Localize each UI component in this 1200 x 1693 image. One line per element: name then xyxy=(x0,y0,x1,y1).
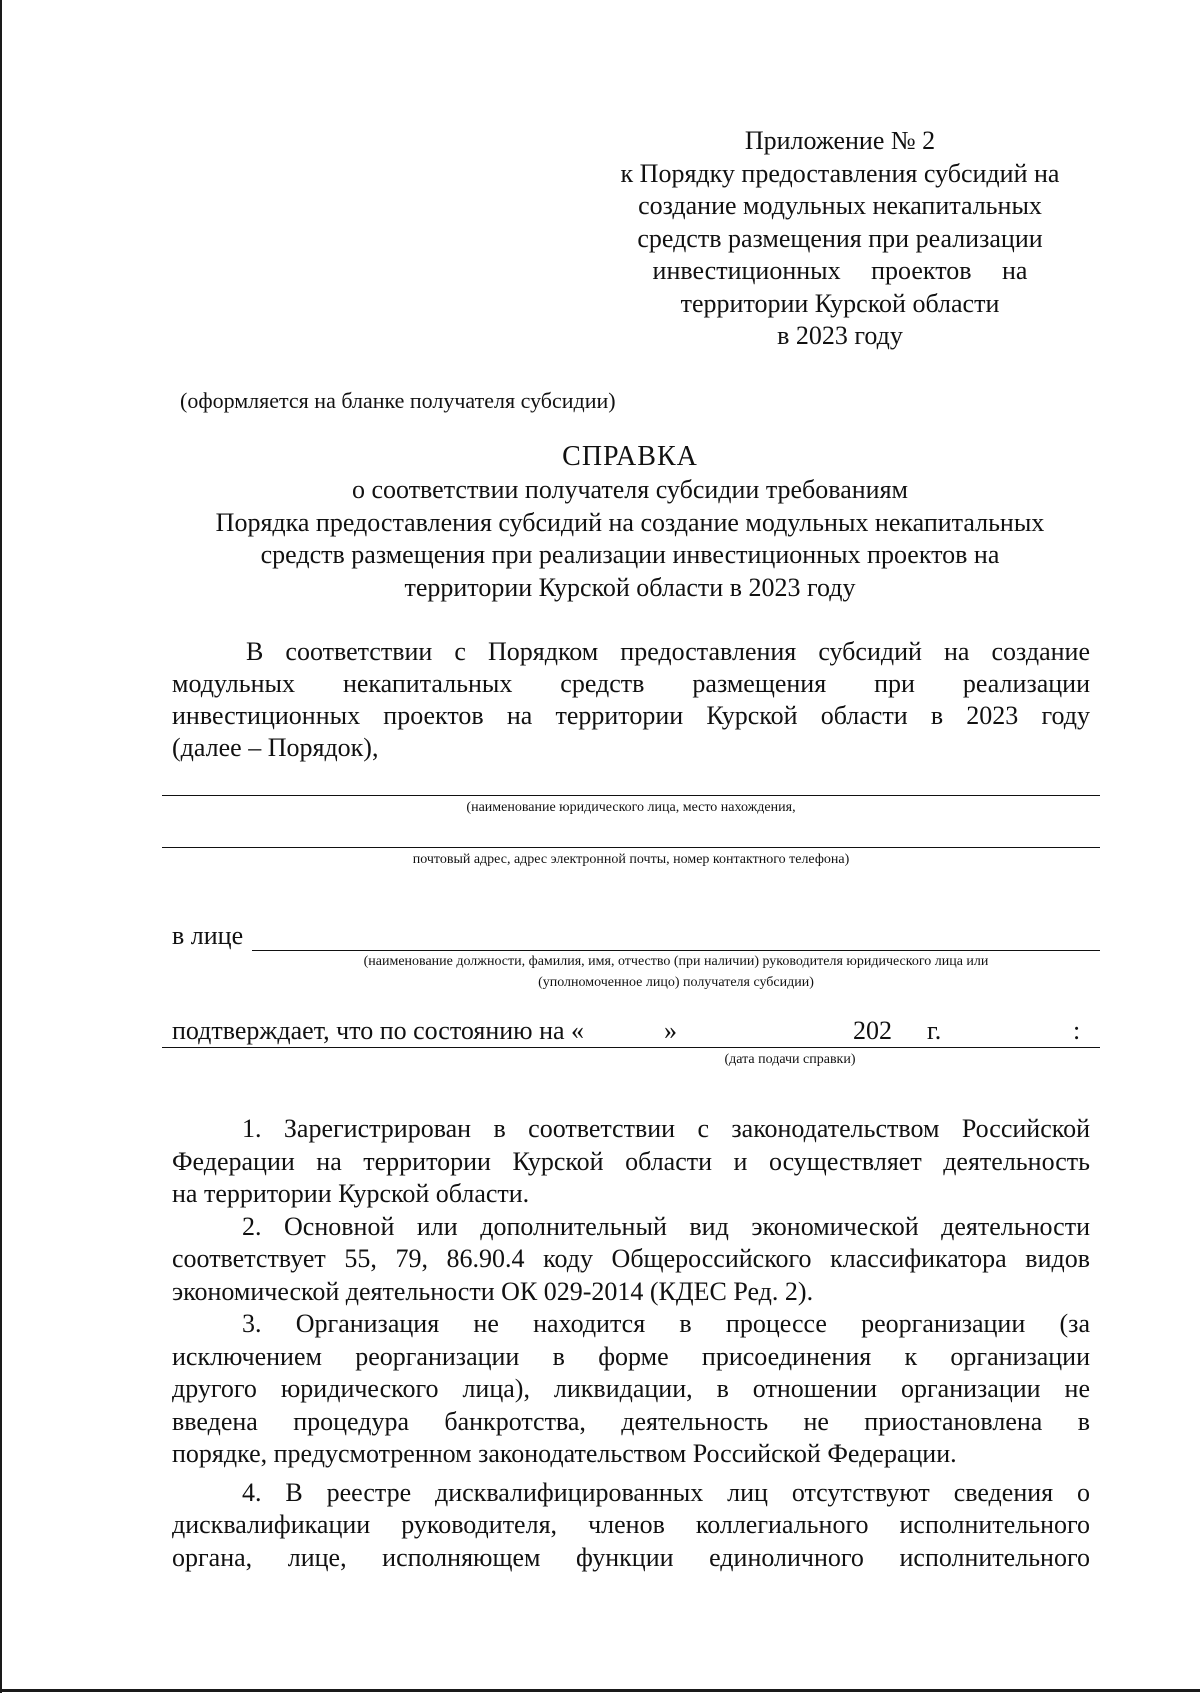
intro-line: В соответствии с Порядком предоставления субсидий на создание xyxy=(246,637,1090,666)
requirements-list xyxy=(172,1113,1090,1574)
page-frame-bottom xyxy=(0,1689,1200,1692)
in-person-label: в лице xyxy=(172,921,244,950)
org-caption-2: почтовый адрес, адрес электронной почты, номер контактного телефона) xyxy=(412,852,850,867)
intro-line: модульных некапитальных средств размещения при реализации xyxy=(172,669,1090,698)
title-line: средств размещения при реализации инвестиционных проектов на xyxy=(260,540,1000,569)
intro-line: инвестиционных проектов на территории Курской области в 2023 году xyxy=(172,701,1090,730)
item-line: введена процедура банкротства, деятельность не приостановлена в xyxy=(172,1406,1090,1436)
document-title xyxy=(160,440,1100,604)
confirm-year-suffix: г. xyxy=(927,1016,942,1045)
item-line: органа, лице, исполняющем функции единоличного исполнительного xyxy=(172,1542,1090,1572)
item-line: другого юридического лица), ликвидации, в отношении организации не xyxy=(172,1374,1090,1403)
list-item xyxy=(172,1211,1090,1309)
appendix-line: инвестиционных проектов на xyxy=(652,256,1028,285)
intro-line: (далее – Порядок), xyxy=(172,733,379,762)
item-line: 4. В реестре дисквалифицированных лиц отсутствуют сведения о xyxy=(242,1477,1090,1507)
appendix-line: территории Курской области xyxy=(680,288,1000,318)
blank-note: (оформляется на бланке получателя субсидии) xyxy=(180,388,616,413)
item-line: экономической деятельности ОК 029-2014 (КДЕС Ред. 2). xyxy=(172,1276,814,1306)
confirm-quote-close: » xyxy=(664,1016,677,1045)
item-line: соответствует 55, 79, 86.90.4 коду Общероссийского классификатора видов xyxy=(172,1244,1090,1273)
item-line: на территории Курской области. xyxy=(172,1179,530,1208)
list-item xyxy=(172,1477,1090,1575)
appendix-line: средств размещения при реализации xyxy=(637,223,1043,253)
confirm-label: подтверждает, что по состоянию на « xyxy=(172,1016,585,1045)
appendix-header xyxy=(590,125,1090,353)
person-caption-1: (наименование должности, фамилия, имя, отчество (при наличии) руководителя юридического лица или xyxy=(363,954,989,969)
intro-paragraph xyxy=(172,636,1090,764)
item-line: порядке, предусмотренном законодательством Российской Федерации. xyxy=(172,1439,957,1468)
appendix-line: Приложение № 2 xyxy=(744,126,936,155)
item-line: дисквалификации руководителя, членов коллегиального исполнительного xyxy=(172,1510,1090,1539)
appendix-line: в 2023 году xyxy=(777,321,903,350)
confirm-date-field-line[interactable] xyxy=(162,1047,1100,1048)
list-item xyxy=(172,1308,1090,1471)
item-line: 2. Основной или дополнительный вид экономической деятельности xyxy=(242,1211,1090,1241)
title-line: территории Курской области в 2023 году xyxy=(404,572,856,602)
confirm-year: 202 xyxy=(853,1016,892,1045)
appendix-line: создание модульных некапитальных xyxy=(638,191,1042,220)
document-heading: СПРАВКА xyxy=(562,441,698,472)
title-line: Порядка предоставления субсидий на создание модульных некапитальных xyxy=(215,507,1045,537)
org-address-field-line[interactable] xyxy=(162,847,1100,848)
title-line: о соответствии получателя субсидии требованиям xyxy=(352,475,908,504)
page-frame-left xyxy=(0,0,2,1693)
org-caption-1: (наименование юридического лица, место нахождения, xyxy=(466,800,796,815)
in-person-field-line[interactable] xyxy=(252,950,1100,951)
item-line: исключением реорганизации в форме присоединения к организации xyxy=(172,1341,1090,1371)
item-line: 1. Зарегистрирован в соответствии с законодательством Российской xyxy=(242,1114,1090,1143)
org-name-field-line[interactable] xyxy=(162,795,1100,796)
person-caption-2: (уполномоченное лицо) получателя субсидии) xyxy=(538,975,814,990)
confirm-colon: : xyxy=(1073,1016,1081,1045)
item-line: 3. Организация не находится в процессе реорганизации (за xyxy=(242,1309,1090,1338)
date-caption: (дата подачи справки) xyxy=(724,1052,856,1067)
item-line: Федерации на территории Курской области и осуществляет деятельность xyxy=(172,1146,1090,1176)
appendix-line: к Порядку предоставления субсидий на xyxy=(620,158,1060,188)
list-item xyxy=(172,1113,1090,1211)
